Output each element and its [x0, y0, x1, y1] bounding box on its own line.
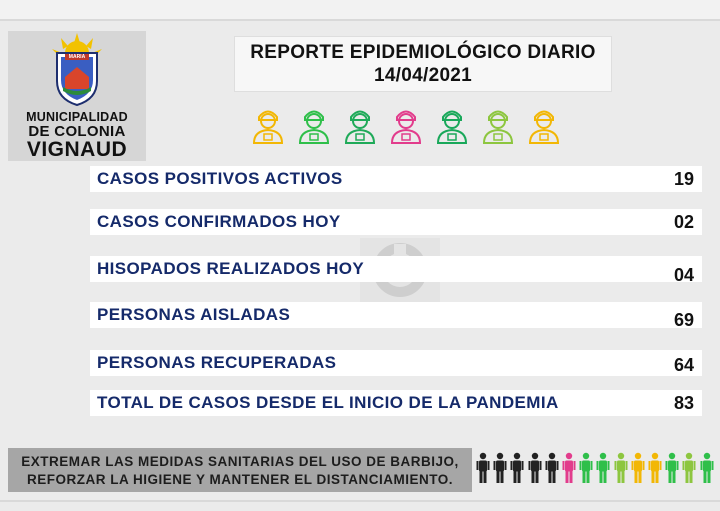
person-icon: [562, 452, 576, 484]
doctor-icon: [342, 104, 378, 144]
stat-value: 19: [673, 169, 694, 189]
stat-label: PERSONAS AISLADAS: [97, 305, 291, 324]
person-icon: [579, 452, 593, 484]
stat-label: PERSONAS RECUPERADAS: [97, 353, 337, 372]
person-icon: [528, 452, 542, 484]
person-icon: [476, 452, 490, 484]
person-icon: [596, 452, 610, 484]
pharmacist-icon: [526, 104, 562, 144]
stat-label: HISOPADOS REALIZADOS HOY: [97, 259, 365, 278]
stat-label: CASOS POSITIVOS ACTIVOS: [97, 169, 343, 188]
stat-label: CASOS CONFIRMADOS HOY: [97, 212, 341, 231]
stat-value: 83: [673, 393, 694, 413]
advice-line-2: REFORZAR LA HIGIENE Y MANTENER EL DISTANCIAMIENTO.: [26, 472, 454, 487]
people-distancing-row: [476, 452, 720, 488]
person-icon: [665, 452, 679, 484]
health-advice-banner: [8, 448, 472, 492]
report-date: 14/04/2021: [373, 65, 473, 86]
person-icon: [510, 452, 524, 484]
report-header: [234, 36, 612, 92]
medic-female-icon: [388, 104, 424, 144]
stat-row-total-cases: [90, 390, 702, 416]
stat-value: 04: [673, 265, 694, 285]
coat-of-arms-icon: [47, 33, 107, 107]
surgeon-icon: [434, 104, 470, 144]
stat-value: 02: [673, 212, 694, 232]
health-workers-row: [250, 104, 580, 146]
person-icon: [682, 452, 696, 484]
logo-banner-text: MARIA: [68, 54, 86, 60]
municipality-logo: [8, 31, 146, 161]
logo-line-3: VIGNAUD: [26, 138, 128, 161]
logo-line-1: MUNICIPALIDAD: [26, 110, 128, 124]
person-icon: [614, 452, 628, 484]
health-worker-icon: [250, 104, 286, 144]
person-icon: [493, 452, 507, 484]
stat-value: 64: [673, 355, 694, 375]
top-divider: [0, 19, 720, 21]
logo-line-2: DE COLONIA: [28, 123, 126, 140]
caregiver-icon: [480, 104, 516, 144]
stat-row-confirmed-today: [90, 209, 702, 235]
stat-row-active-cases: [90, 166, 702, 192]
stat-value: 69: [673, 310, 694, 330]
stat-row-swabs-today: [90, 256, 702, 285]
person-icon: [648, 452, 662, 484]
report-title: REPORTE EPIDEMIOLÓGICO DIARIO: [250, 42, 596, 63]
stat-row-isolated: [90, 302, 702, 328]
top-bar: [0, 0, 720, 20]
stat-row-recovered: [90, 350, 702, 376]
person-icon: [700, 452, 714, 484]
stat-label: TOTAL DE CASOS DESDE EL INICIO DE LA PANDEMIA: [97, 393, 559, 412]
person-icon: [545, 452, 559, 484]
bottom-divider: [0, 500, 720, 502]
person-icon: [631, 452, 645, 484]
advice-line-1: EXTREMAR LAS MEDIDAS SANITARIAS DEL USO DE BARBIJO,: [21, 454, 459, 469]
nurse-icon: [296, 104, 332, 144]
